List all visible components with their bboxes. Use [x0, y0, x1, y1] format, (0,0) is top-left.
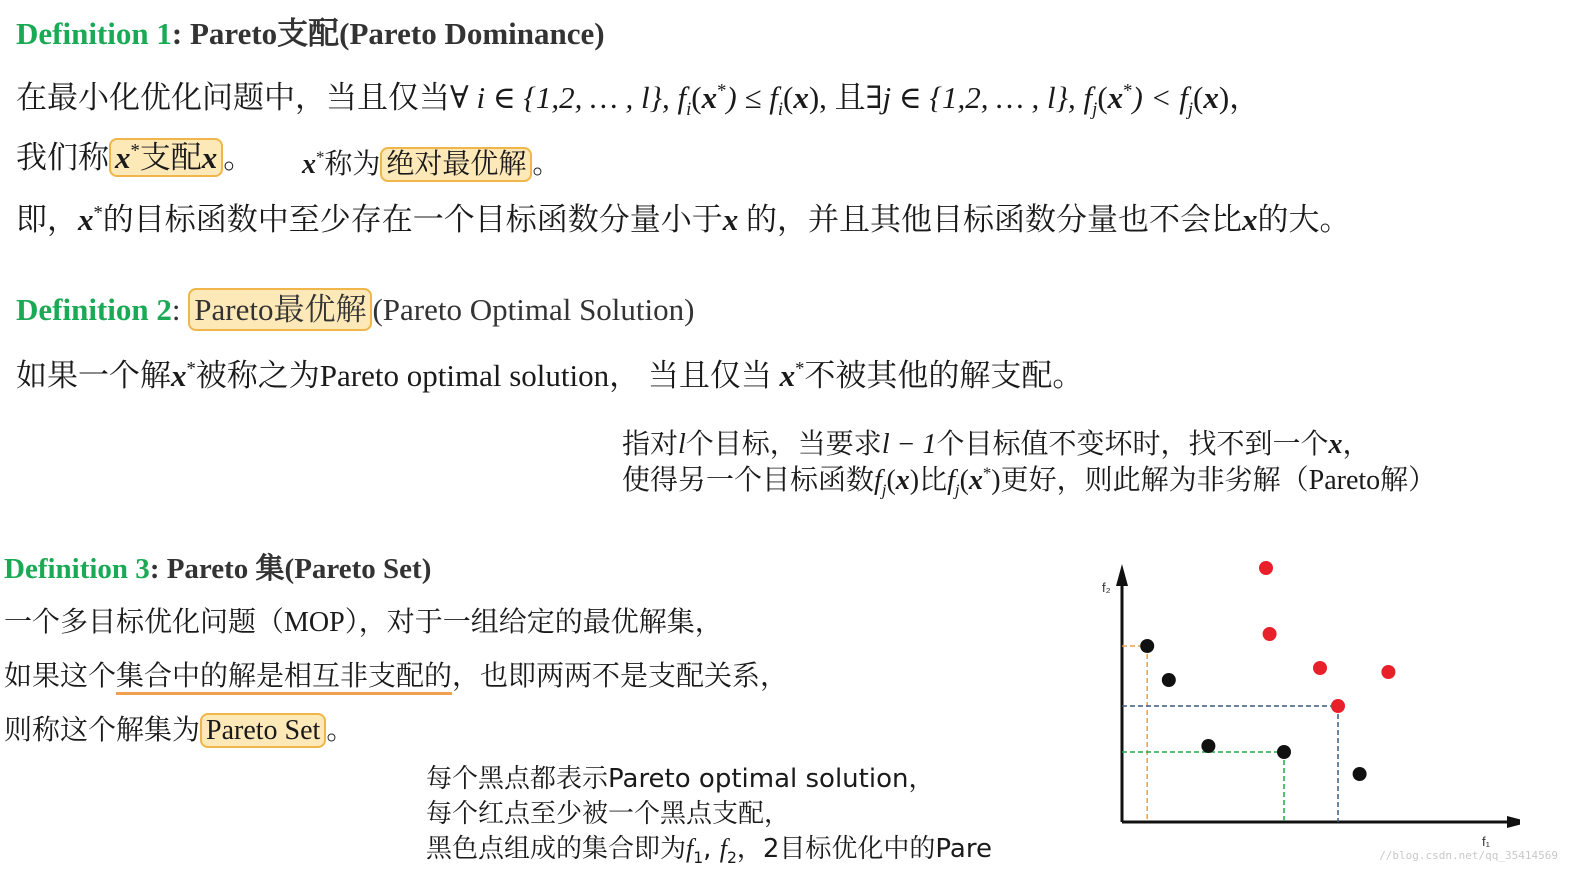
def3-line1: 一个多目标优化问题（MOP），对于一组给定的最优解集，: [4, 607, 723, 638]
chart-points: [1140, 561, 1395, 781]
star: *: [316, 147, 325, 167]
l-minus-1: l − 1: [881, 429, 937, 460]
var-x: x: [1203, 80, 1219, 115]
sub-j: j: [881, 480, 887, 500]
period: 。: [223, 140, 255, 175]
text: 黑色点组成的集合即为: [426, 834, 687, 864]
sub-j: j: [954, 480, 960, 500]
var-x: x: [722, 202, 739, 237]
def3-heading: [4, 546, 431, 587]
text: 使得另一个目标函数: [622, 465, 875, 496]
var-x: x: [78, 202, 94, 237]
text: 个目标，当要求: [685, 429, 882, 460]
def3-line3: [4, 708, 354, 748]
period: 。: [532, 149, 561, 180]
var-x: x: [895, 465, 910, 496]
text: 则称这个解集为: [4, 715, 201, 746]
text: 个目标值不变坏时，找不到一个: [936, 429, 1329, 460]
dominated-point: [1381, 665, 1395, 679]
var-x: x: [171, 358, 187, 393]
def3-line2: [4, 654, 788, 694]
def2-line1: [16, 350, 1083, 395]
text: ，: [1342, 429, 1371, 460]
paren: (: [783, 80, 794, 115]
def1-line1-prefix: 在最小化优化问题中，当且仅当: [16, 80, 450, 115]
ie: 即，: [16, 202, 78, 237]
text: ，也即两两不是支配关系，: [452, 661, 789, 692]
def2-rest: (Pareto Optimal Solution): [372, 292, 695, 327]
sub-i: i: [686, 99, 692, 121]
paren: (: [691, 80, 702, 115]
dominated-point: [1331, 699, 1345, 713]
text: 如果这个: [4, 661, 117, 692]
var-x: x: [201, 140, 218, 175]
sub-2: 2: [726, 849, 737, 868]
var-x: x: [302, 149, 316, 180]
paren: (: [959, 465, 969, 496]
var-l: l: [678, 429, 686, 460]
dominated-point: [1263, 627, 1277, 641]
dominated-point: [1313, 661, 1327, 675]
var-x: x: [793, 80, 809, 115]
var-x: x: [1328, 429, 1343, 460]
star: *: [130, 140, 140, 162]
pareto-set-highlight: Pareto Set: [200, 713, 326, 748]
caption-3: [426, 828, 1060, 867]
def1-heading: [16, 8, 605, 53]
f1: f: [686, 834, 694, 863]
period: 。: [326, 715, 355, 746]
colon: :: [171, 292, 181, 327]
text: 被称之为Pareto optimal solution， 当且仅当: [195, 358, 780, 393]
x-axis-arrow: [1507, 816, 1520, 828]
pareto-point: [1201, 739, 1215, 753]
star: *: [795, 358, 805, 380]
def2-heading: [16, 284, 694, 329]
star: *: [717, 80, 727, 102]
text: 的，并且其他目标函数分量也不会比: [738, 202, 1243, 237]
var-x: x: [115, 140, 131, 175]
text: )比: [909, 465, 948, 496]
lt-f: ) < f: [1132, 80, 1188, 115]
comma: ,: [703, 834, 720, 864]
def1-line1: [16, 72, 1260, 121]
watermark: //blog.csdn.net/qq_35414569: [1379, 849, 1558, 862]
sub-j: j: [1092, 99, 1098, 121]
pareto-point: [1353, 767, 1367, 781]
def2-label: Definition 2: [16, 292, 172, 327]
def1-line2: [16, 132, 254, 177]
paren: (: [1192, 80, 1204, 115]
var-x: x: [968, 465, 983, 496]
leq-f: ) ≤ f: [726, 80, 778, 115]
var-x: x: [701, 80, 718, 115]
def3-label: Definition 3: [4, 553, 150, 585]
pareto-point: [1162, 673, 1176, 687]
star: *: [186, 358, 196, 380]
close: )，: [1218, 80, 1261, 115]
called: 称为: [324, 149, 381, 180]
var-x: x: [1107, 80, 1124, 115]
text: 如果一个解: [16, 358, 171, 393]
dominance-highlight: [109, 138, 223, 177]
var-x: x: [779, 358, 796, 393]
pareto-point: [1140, 639, 1154, 653]
text: 的大。: [1257, 202, 1351, 237]
def1-title: : Pareto支配(Pareto Dominance): [171, 16, 605, 51]
absolute-optimal-highlight: 绝对最优解: [380, 147, 532, 182]
star: *: [1123, 80, 1133, 102]
def1-line3: [16, 194, 1351, 239]
caption-1: 每个黑点都表示Pareto optimal solution，: [426, 764, 935, 794]
var-x: x: [1242, 202, 1258, 237]
dominated-point: [1259, 561, 1273, 575]
dominates: 支配: [139, 140, 202, 175]
text: 不被其他的解支配。: [804, 358, 1084, 393]
we-call: 我们称: [16, 140, 109, 175]
pareto-scatter-chart: [1080, 540, 1520, 860]
paren: (: [886, 465, 896, 496]
sub-i: i: [777, 99, 784, 121]
sub-1: 1: [693, 849, 704, 868]
def2-note2: 使得另一个目标函数$f_j(x)$比$f_j(x^*)$更好，则此解为非劣解（Pareto解）: [622, 463, 1437, 500]
def2-note1: [622, 422, 1371, 462]
x-axis-label: f₁: [1482, 834, 1490, 849]
y-axis-label: f₂: [1102, 580, 1111, 595]
star: *: [982, 463, 992, 483]
star: *: [93, 202, 103, 224]
def1-line2-call: [302, 142, 560, 182]
underlined-text: 集合中的解是相互非支配的: [116, 661, 452, 695]
chart-axes: [1116, 564, 1520, 828]
def3-title: : Pareto 集(Pareto Set): [149, 553, 432, 585]
def1-label: Definition 1: [16, 16, 172, 51]
pareto-point: [1277, 745, 1291, 759]
j-set: j ∈ {1,2, … , l}, f: [882, 80, 1093, 115]
text: ，2目标优化中的Pare: [736, 834, 992, 864]
sub-j: j: [1187, 99, 1193, 121]
caption-2: 每个红点至少被一个黑点支配，: [426, 799, 791, 829]
y-axis-arrow: [1116, 564, 1128, 586]
chart-guides: [1122, 646, 1338, 822]
paren: (: [1097, 80, 1108, 115]
and-exists: ), 且∃: [808, 80, 883, 115]
text: )更好，则此解为非劣解（Pareto解）: [991, 465, 1437, 496]
text: 指对: [622, 429, 679, 460]
f2: f: [719, 834, 727, 863]
pareto-optimal-highlight: Pareto最优解: [188, 288, 372, 331]
text: 的目标函数中至少存在一个目标函数分量小于: [102, 202, 723, 237]
def1-line1-math-a: ∀ i ∈ {1,2, … , l}, f: [450, 80, 687, 115]
